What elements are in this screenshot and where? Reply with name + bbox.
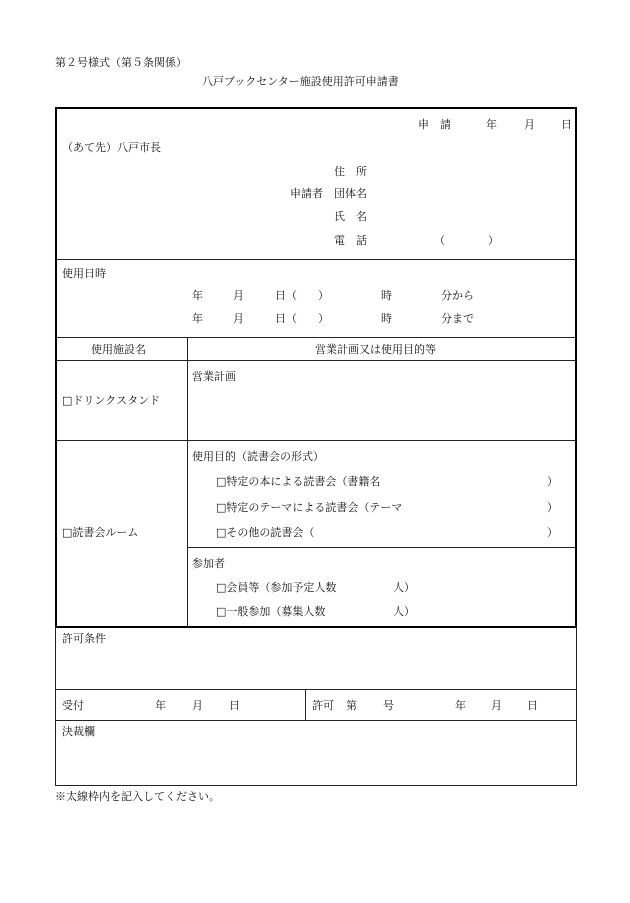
permit-no: 第: [346, 699, 357, 712]
apply-year: 年: [486, 118, 497, 131]
form-number: 第２号様式（第５条関係）: [55, 56, 187, 69]
divider: [188, 547, 576, 548]
apply-label: 申 請: [418, 118, 451, 131]
usage-start-close: ）: [318, 289, 329, 302]
usage-end-close: ）: [318, 312, 329, 325]
opt-specific-theme-close: ）: [547, 501, 558, 514]
name-label: 氏 名: [334, 210, 367, 223]
org-label: 団体名: [334, 187, 367, 200]
received-year: 年: [155, 699, 166, 712]
reading-room-option[interactable]: □読書会ルーム: [62, 526, 139, 539]
usage-start-hour: 時: [381, 289, 392, 302]
divider: [56, 259, 576, 260]
applicant-label: 申請者: [290, 187, 323, 200]
received-month: 月: [192, 699, 203, 712]
general-option[interactable]: □一般参加（募集人数: [216, 605, 326, 618]
usage-end-day: 日（: [275, 312, 297, 325]
usage-start-month: 月: [233, 289, 244, 302]
phone-paren-open: （: [434, 234, 445, 247]
usage-start-day: 日（: [275, 289, 297, 302]
usage-start-year: 年: [192, 289, 203, 302]
apply-day: 日: [561, 118, 572, 131]
received-day: 日: [229, 699, 240, 712]
facility-col-header: 使用施設名: [91, 343, 146, 356]
addressee: （あて先）八戸市長: [62, 141, 161, 154]
opt-other[interactable]: □その他の読書会（: [216, 526, 315, 539]
page-title: 八戸ブックセンター施設使用許可申請書: [202, 75, 399, 88]
phone-paren-close: ）: [488, 234, 499, 247]
column-divider: [305, 689, 306, 720]
opt-specific-theme[interactable]: □特定のテーマによる読書会（テーマ: [216, 501, 403, 514]
participants-label: 参加者: [192, 557, 225, 570]
general-unit: 人）: [393, 605, 415, 618]
member-unit: 人）: [393, 581, 415, 594]
apply-month: 月: [524, 118, 535, 131]
divider: [56, 440, 576, 441]
permit-month: 月: [491, 699, 502, 712]
purpose-col-header: 営業計画又は使用目的等: [315, 343, 436, 356]
address-label: 住 所: [334, 165, 367, 178]
member-option[interactable]: □会員等（参加予定人数: [216, 581, 337, 594]
usage-end-minute: 分まで: [441, 312, 474, 325]
usage-end-month: 月: [233, 312, 244, 325]
received-label: 受付: [62, 699, 84, 712]
footer-note: ※太線枠内を記入してください。: [55, 790, 220, 803]
conditions-label: 許可条件: [62, 632, 106, 645]
divider: [56, 337, 576, 338]
usage-datetime-label: 使用日時: [62, 267, 106, 280]
divider: [55, 720, 576, 721]
opt-specific-book-close: ）: [547, 475, 558, 488]
permit-year: 年: [455, 699, 466, 712]
opt-specific-book[interactable]: □特定の本による読書会（書籍名: [216, 475, 381, 488]
purpose-label: 使用目的（読書会の形式）: [192, 450, 324, 463]
approval-label: 決裁欄: [62, 725, 95, 738]
usage-end-hour: 時: [381, 312, 392, 325]
permit-issue: 号: [383, 699, 394, 712]
business-plan-label: 営業計画: [192, 370, 236, 383]
opt-other-close: ）: [547, 526, 558, 539]
phone-label: 電 話: [334, 234, 367, 247]
divider: [55, 689, 576, 690]
permit-label: 許可: [312, 699, 334, 712]
thick-frame: [55, 107, 577, 628]
usage-end-year: 年: [192, 312, 203, 325]
usage-start-minute: 分から: [441, 289, 474, 302]
column-divider: [187, 337, 188, 627]
permit-day: 日: [527, 699, 538, 712]
drink-stand-option[interactable]: □ドリンクスタンド: [62, 394, 161, 407]
divider: [56, 360, 576, 361]
